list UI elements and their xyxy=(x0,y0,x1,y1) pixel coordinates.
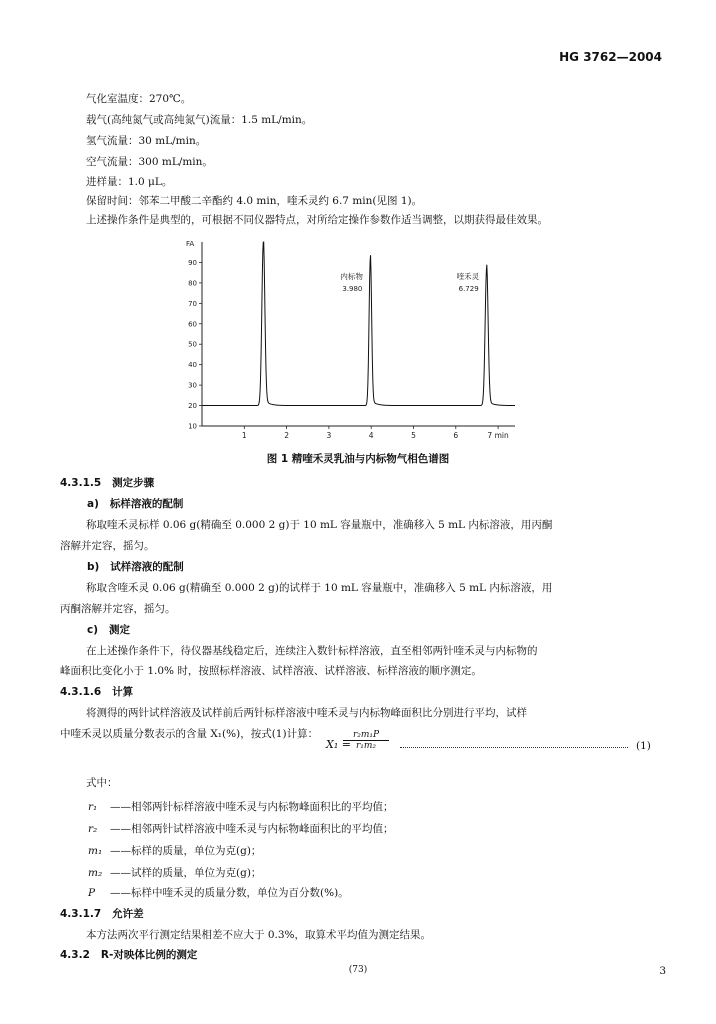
condition-line: 进样量：1.0 μL。 xyxy=(86,176,173,188)
x-tick-label: 7 min xyxy=(487,431,509,440)
formula-lhs: X₁ = xyxy=(326,738,351,751)
standard-number: HG 3762—2004 xyxy=(559,50,662,64)
page-number: 3 xyxy=(659,965,666,977)
y-tick-label: 50 xyxy=(188,340,197,349)
formula-fraction xyxy=(343,730,389,751)
variable-desc: ——试样的质量，单位为克(g)； xyxy=(110,867,262,879)
chromatogram-trace xyxy=(202,242,515,406)
y-axis-label: FA xyxy=(186,240,195,248)
paragraph-line: 峰面积比变化小于 1.0% 时，按照标样溶液、试样溶液、试样溶液、标样溶液的顺序测定。 xyxy=(60,665,482,677)
peak-label: 喹禾灵 xyxy=(456,271,480,281)
variable-symbol: m₁ xyxy=(88,845,103,857)
item-mark: c) xyxy=(87,624,99,636)
section-heading-4317 xyxy=(60,907,144,921)
variable-symbol: r₂ xyxy=(88,823,98,835)
y-tick-label: 10 xyxy=(188,422,197,431)
paragraph-line: 称取含喹禾灵 0.06 g(精确至 0.000 2 g)的试样于 10 mL 容量瓶中，准确移入 5 mL 内标溶液，用 xyxy=(86,582,553,594)
y-tick-label: 20 xyxy=(188,402,197,411)
variable-line xyxy=(88,866,261,880)
condition-line: 保留时间：邻苯二甲酸二辛酯约 4.0 min，喹禾灵约 6.7 min(见图 1)。 xyxy=(86,195,423,207)
chromatogram xyxy=(180,234,530,444)
x-tick-label: 1 xyxy=(241,431,247,440)
variable-desc: ——标样的质量，单位为克(g)； xyxy=(110,845,262,857)
section-number: 4.3.2 xyxy=(60,949,90,961)
variable-symbol: m₂ xyxy=(88,867,103,879)
paragraph-line: 中喹禾灵以质量分数表示的含量 X₁(%)，按式(1)计算： xyxy=(60,728,319,740)
section-heading-432 xyxy=(60,948,197,962)
section-heading-4316 xyxy=(60,685,133,699)
x-tick-label: 2 xyxy=(284,431,289,440)
y-tick-label: 80 xyxy=(188,279,197,288)
item-mark: a) xyxy=(87,498,99,510)
condition-line: 上述操作条件是典型的，可根据不同仪器特点，对所给定操作参数作适当调整，以期获得最佳效果。 xyxy=(86,214,548,226)
paragraph-line: 本方法两次平行测定结果相差不应大于 0.3%，取算术平均值为测定结果。 xyxy=(86,929,432,941)
variable-line xyxy=(88,800,394,814)
section-number: 4.3.1.5 xyxy=(60,477,102,489)
peak-label: 内标物 xyxy=(340,271,363,281)
leader-dots xyxy=(400,747,628,748)
section-title: R-对映体比例的测定 xyxy=(100,949,198,961)
condition-line: 空气流量：300 mL/min。 xyxy=(86,156,213,168)
y-tick-label: 60 xyxy=(188,320,197,329)
section-heading-4315 xyxy=(60,476,154,490)
variable-symbol: P xyxy=(88,887,96,899)
sub-heading-a xyxy=(87,497,183,511)
variable-line xyxy=(88,844,261,858)
section-title: 允许差 xyxy=(112,908,144,920)
sub-heading-b xyxy=(87,560,184,574)
formula-numerator: r₂m₁P xyxy=(343,730,389,741)
footer-page-code: (73) xyxy=(348,965,368,975)
variable-line xyxy=(88,886,349,900)
paragraph-line: 溶解并定容，摇匀。 xyxy=(60,540,155,552)
formula-denominator: r₁m₂ xyxy=(355,741,377,751)
condition-line: 气化室温度：270℃。 xyxy=(86,93,192,105)
variable-desc: ——相邻两针试样溶液中喹禾灵与内标物峰面积比的平均值； xyxy=(110,823,394,835)
where-label: 式中： xyxy=(86,777,118,789)
sub-heading-c xyxy=(87,623,130,637)
y-tick-label: 30 xyxy=(188,381,197,390)
y-tick-label: 90 xyxy=(188,258,197,267)
variable-symbol: r₁ xyxy=(88,801,98,813)
x-tick-label: 5 xyxy=(411,431,416,440)
section-title: 计算 xyxy=(112,686,134,698)
paragraph-line: 称取喹禾灵标样 0.06 g(精确至 0.000 2 g)于 10 mL 容量瓶中，准确移入 5 mL 内标溶液，用丙酮 xyxy=(86,519,553,531)
paragraph-line: 将测得的两针试样溶液及试样前后两针标样溶液中喹禾灵与内标物峰面积比分别进行平均，试样 xyxy=(86,707,527,719)
condition-line: 氢气流量：30 mL/min。 xyxy=(86,135,207,147)
variable-line xyxy=(88,822,394,836)
peak-retention-time: 3.980 xyxy=(342,285,363,294)
x-tick-label: 3 xyxy=(326,431,332,440)
figure-caption: 图 1 精喹禾灵乳油与内标物气相色谱图 xyxy=(266,453,450,465)
paragraph-line: 丙酮溶解并定容，摇匀。 xyxy=(60,603,176,615)
paragraph-line: 在上述操作条件下，待仪器基线稳定后，连续注入数针标样溶液，直至相邻两针喹禾灵与内标物的 xyxy=(86,645,538,657)
item-title: 试样溶液的配制 xyxy=(110,561,184,573)
y-tick-label: 40 xyxy=(188,361,197,370)
y-tick-label: 70 xyxy=(188,299,197,308)
variable-desc: ——标样中喹禾灵的质量分数，单位为百分数(%)。 xyxy=(110,887,349,899)
condition-line: 载气(高纯氮气或高纯氮气)流量：1.5 mL/min。 xyxy=(86,114,313,126)
item-title: 测定 xyxy=(109,624,130,636)
peak-retention-time: 6.729 xyxy=(458,285,479,294)
x-tick-label: 6 xyxy=(453,431,459,440)
section-number: 4.3.1.7 xyxy=(60,908,102,920)
section-number: 4.3.1.6 xyxy=(60,686,102,698)
variable-desc: ——相邻两针标样溶液中喹禾灵与内标物峰面积比的平均值； xyxy=(110,801,394,813)
section-title: 测定步骤 xyxy=(112,477,155,489)
item-mark: b) xyxy=(87,561,100,573)
x-tick-label: 4 xyxy=(368,431,374,440)
item-title: 标样溶液的配制 xyxy=(109,498,184,510)
equation-number: (1) xyxy=(636,740,651,752)
